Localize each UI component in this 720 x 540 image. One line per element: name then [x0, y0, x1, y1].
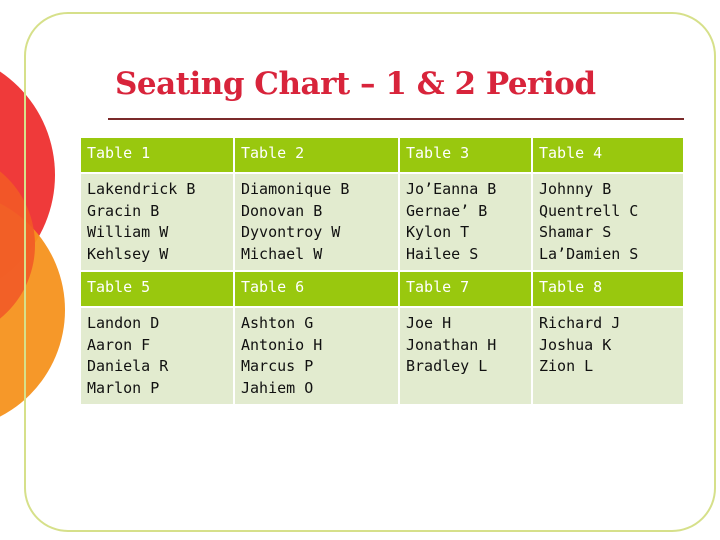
student-cell [399, 307, 532, 405]
student-name: Aaron F [87, 335, 151, 354]
student-name: Antonio H [241, 335, 323, 354]
student-name: Daniela R [87, 357, 169, 375]
table-header: Table 4 [532, 137, 684, 173]
table-header: Table 5 [80, 271, 234, 307]
student-cell [234, 173, 399, 271]
student-name: Bradley L [406, 357, 488, 375]
student-name: Jo’Eanna B [406, 180, 497, 198]
table-header: Table 7 [399, 271, 532, 307]
student-name: Landon D [87, 314, 160, 332]
table-header: Table 1 [80, 137, 234, 173]
table-header: Table 8 [532, 271, 684, 307]
student-name: Michael W [241, 244, 323, 263]
student-name: William W [87, 223, 169, 241]
student-name: Dyvontroy W [241, 223, 341, 241]
student-row-1 [80, 173, 684, 271]
student-cell [80, 173, 234, 271]
student-name: Kehlsey W [87, 244, 169, 263]
student-name: Diamonique B [241, 180, 350, 198]
student-name: Marcus P [241, 357, 314, 375]
student-name: Quentrell C [539, 201, 639, 220]
student-cell [80, 307, 234, 405]
header-row-1 [80, 137, 684, 173]
student-name: Joe H [406, 314, 452, 332]
student-name: Gernae’ B [406, 201, 488, 220]
table-header: Table 2 [234, 137, 399, 173]
student-name: Johnny B [539, 180, 612, 198]
student-name: Marlon P [87, 378, 160, 397]
student-row-2 [80, 307, 684, 405]
student-name: Shamar S [539, 223, 612, 241]
page-title: Seating Chart – 1 & 2 Period [115, 66, 596, 102]
table-header: Table 6 [234, 271, 399, 307]
student-name: Jonathan H [406, 335, 497, 354]
student-name: Zion L [539, 357, 594, 375]
header-row-2 [80, 271, 684, 307]
student-name: Joshua K [539, 335, 612, 354]
student-cell [399, 173, 532, 271]
student-cell [234, 307, 399, 405]
student-cell [532, 173, 684, 271]
student-name: Kylon T [406, 223, 470, 241]
student-name: Lakendrick B [87, 180, 196, 198]
title-underline [108, 118, 684, 120]
student-name: Hailee S [406, 244, 479, 263]
student-name: Jahiem O [241, 378, 314, 397]
student-name: La’Damien S [539, 244, 639, 263]
table-header: Table 3 [399, 137, 532, 173]
student-cell [532, 307, 684, 405]
student-name: Ashton G [241, 314, 314, 332]
student-name: Donovan B [241, 201, 323, 220]
seating-table [79, 136, 685, 406]
student-name: Richard J [539, 314, 621, 332]
student-name: Gracin B [87, 201, 160, 220]
